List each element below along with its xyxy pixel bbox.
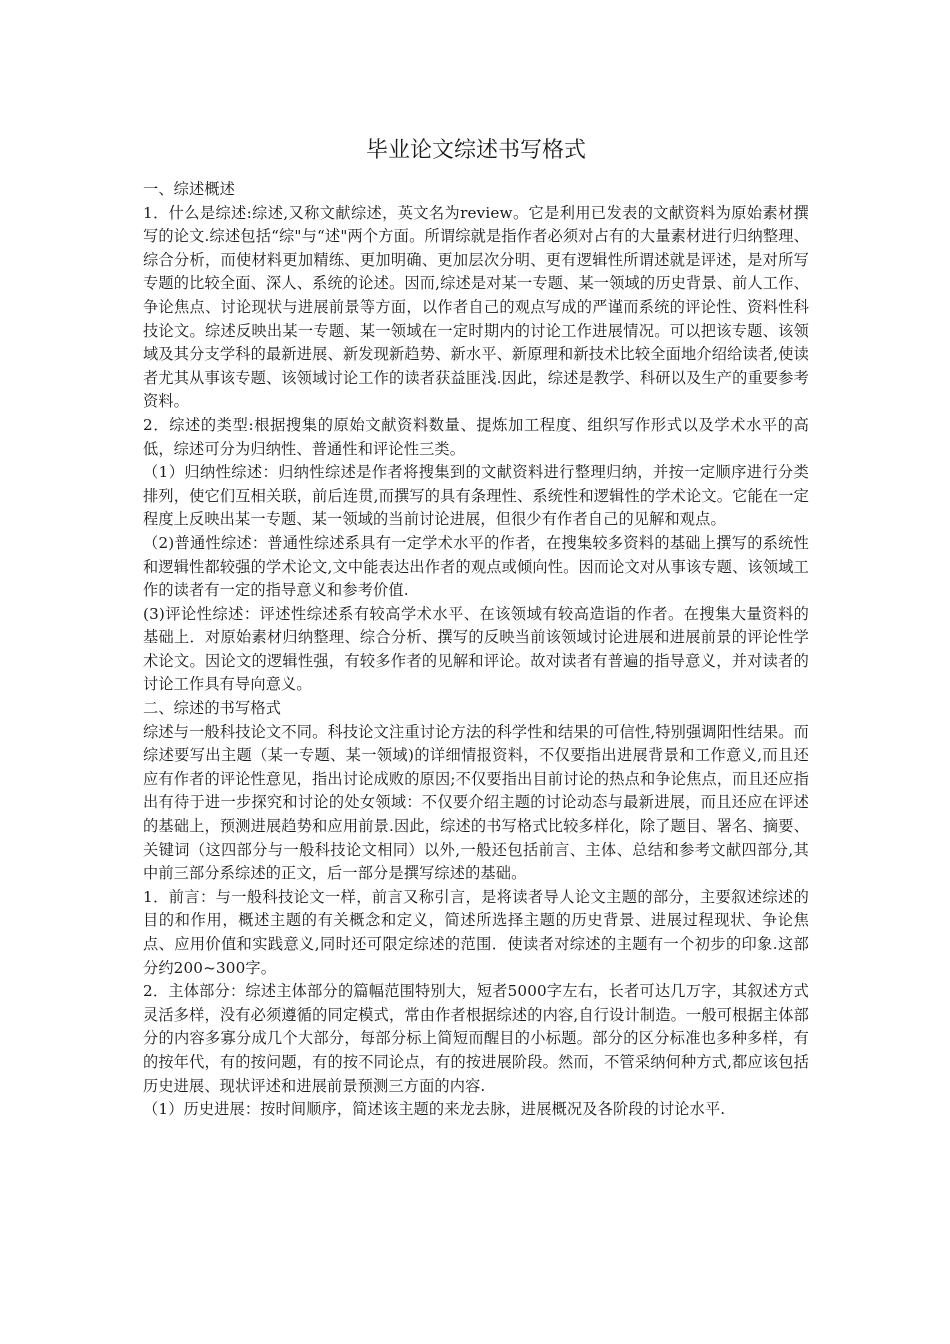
section-heading-overview: 一、综述概述 bbox=[143, 180, 236, 198]
paragraph-inductive-review: （1）归纳性综述：归纳性综述是作者将搜集到的文献资料进行整理归纳，并按一定顺序进行分类排列，使它们互相关联，前后连贯,而撰写的具有条理性、系统性和逻辑性的学术论文。它能在一定程度上反映出某一专题、某一领域的当前讨论进展，但很少有作者自己的见解和观点。 bbox=[143, 463, 809, 529]
paragraph-preface: 1．前言：与一般科技论文一样，前言又称引言，是将读者导人论文主题的部分，主要叙述综述的目的和作用，概述主题的有关概念和定义，简述所选择主题的历史背景、进展过程现状、争论焦点、应用价值和实践意义,同时还可限定综述的范围．使读者对综述的主题有一个初步的印象.这部分约200~300字。 bbox=[143, 887, 809, 977]
paragraph-what-is-review: 1．什么是综述:综述,又称文献综述，英文名为review。它是利用已发表的文献资料为原始素材撰写的论文.综述包括“综"与“述"两个方面。所谓综就是指作者必须对占有的大量素材进行归纳整理、综合分析，而使材料更加精练、更加明确、更加层次分明、更有逻辑性所谓述就是评述，是对所写专题的比较全面、深人、系统的论述。因而,综述是对某一专题、某一领域的历史背景、前人工作、争论焦点、讨论现状与进展前景等方面，以作者自己的观点写成的严谨而系统的评论性、资料性科技论文。综述反映出某一专题、某一领域在一定时期内的讨论工作进展情况。可以把该专题、该领域及其分支学科的最新进展、新发现新趋势、新水平、新原理和新技术比较全面地介绍给读者,使读者尤其从事该专题、该领域讨论工作的读者获益匪浅.因此，综述是教学、科研以及生产的重要参考资料。 bbox=[143, 203, 809, 411]
section-heading-format: 二、综述的书写格式 bbox=[143, 699, 282, 718]
paragraph-critical-review: (3)评论性综述：评述性综述系有较高学术水平、在该领域有较高造诣的作者。在搜集大量资料的基础上．对原始素材归纳整理、综合分析、撰写的反映当前该领域讨论进展和进展前景的评论性学术论文。因论文的逻辑性强，有较多作者的见解和评论。故对读者有普遍的指导意义，并对读者的讨论工作具有导向意义。 bbox=[143, 604, 809, 694]
paragraph-general-review: （2)普通性综述：普通性综述系具有一定学术水平的作者，在搜集较多资料的基础上撰写的系统性和逻辑性都较强的学术论文,文中能表达出作者的观点或倾向性。因而论文对从事该专题、该领域工作的读者有一定的指导意义和参考价值. bbox=[143, 533, 809, 600]
document-page bbox=[143, 136, 809, 1122]
paragraph-review-types: 2．综述的类型:根据搜集的原始文献资料数量、提炼加工程度、组织写作形式以及学术水平的高低，综述可分为归纳性、普通性和评论性三类。 bbox=[143, 415, 809, 458]
paragraph-format-intro: 综述与一般科技论文不同。科技论文注重讨论方法的科学性和结果的可信性,特别强调阳性结果。而综述要写出主题（某一专题、某一领域)的详细情报资料，不仅要指出进展背景和工作意义,而且还应有作者的评论性意见，指出讨论成败的原因;不仅要指出目前讨论的热点和争论焦点，而且还应指出有待于进一步探究和讨论的处女领域：不仅要介绍主题的讨论动态与最新进展，而且还应在评述的基础上，预测进展趋势和应用前景.因此，综述的书写格式比较多样化，除了题目、署名、摘要、关键词（这四部分与一般科技论文相同）以外,一般还包括前言、主体、总结和参考文献四部分,其中前三部分系综述的正文，后一部分是撰写综述的基础。 bbox=[143, 722, 809, 883]
document-title: 毕业论文综述书写格式 bbox=[365, 138, 586, 163]
paragraph-history: （1）历史进展：按时间顺序，简述该主题的来龙去脉，进展概况及各阶段的讨论水平. bbox=[143, 1100, 726, 1119]
paragraph-main-body: 2．主体部分：综述主体部分的篇幅范围特别大，短者5000字左右，长者可达几万字，其叙述方式灵活多样，没有必须遵循的同定模式，常由作者根据综述的内容,自行设计制造。一般可根据主体部分的内容多寡分成几个大部分，每部分标上简短而醒目的小标题。部分的区分标准也多种多样，有的按年代，有的按问题，有的按不同论点，有的按进展阶段。然而，不管采纳何种方式,都应该包括历史进展、现状评述和进展前景预测三方面的内容. bbox=[143, 982, 809, 1095]
